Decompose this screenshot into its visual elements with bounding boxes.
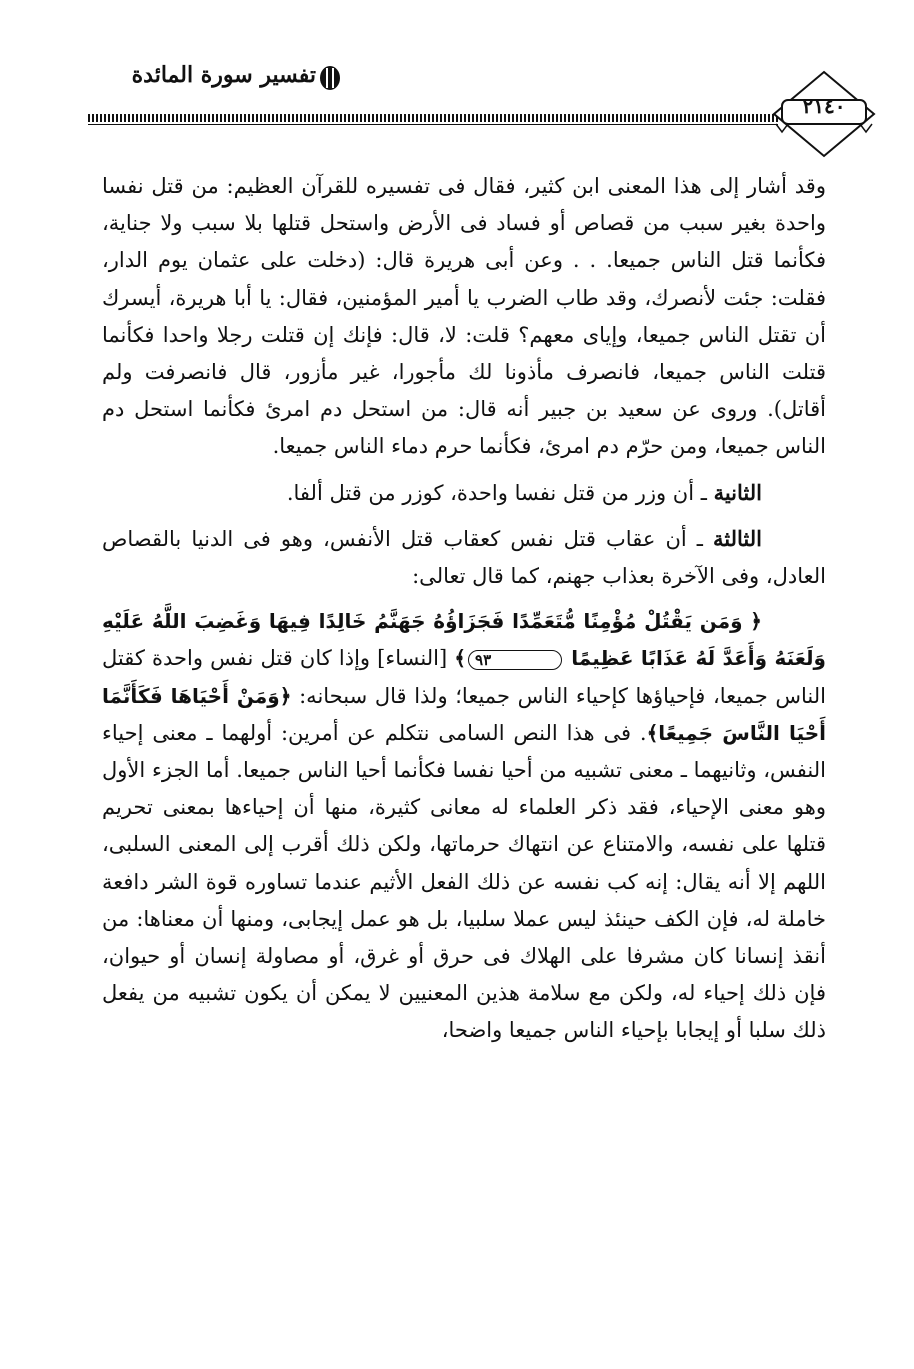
paragraph-4 <box>102 603 826 1049</box>
quran-verse-2: ﴿وَمَنْ أَحْيَاهَا فَكَأَنَّمَا أَحْيَا النَّاسَ جَمِيعًا﴾ <box>102 683 827 745</box>
paragraph-2-lead: الثانية <box>713 479 762 505</box>
verse-reference: [النساء] وإذا كان قتل نفس واحدة كقتل الناس جميعا، فإحياؤها كإحياء الناس جميعا؛ ولذا قال سبحانه: <box>102 646 826 708</box>
paragraph-4-text: . فى هذا النص السامى نتكلم عن أمرين: أولهما ـ معنى إحياء النفس، وثانيهما ـ معنى تشبيه من أحيا نفسا فكأنما أحيا الناس جميعا. أما الجزء الأول وهو معنى الإحياء، فقد ذكر العلماء له معانى كثيرة، منها أن إحياءها بمعنى تحريم قتلها على نفسه، والامتناع عن انتهاك حرماتها، ولكن ذلك أقرب إلى المعنى السلبى، اللهم إلا أنه يقال: إنه كب نفسه عن ذلك الفعل الأثيم عندما تساوره قوة الشر دافعة خاملة له، فإن الكف حينئذ ليس عملا سلبيا، بل هو عمل إيجابى، ومنها أن معناها: من أنقذ إنسانا كان مشرفا على الهلاك فى حرق أو غرق، أو مصاولة إنسان أو حيوان، فإن ذلك إحياء له، ولكن مع سلامة هذين المعنيين لا يمكن أن يكون تشبيه من يفعل ذلك سلبا أو إيجابا بإحياء الناس جميعا واضحا، <box>102 720 826 1043</box>
decorative-flower-icon <box>318 64 342 92</box>
quran-verse-1-close: ﴾ <box>454 646 467 671</box>
paragraph-3-lead: الثالثة <box>713 525 762 551</box>
quran-verse-1: ﴿ وَمَن يَقْتُلْ مُؤْمِنًا مُّتَعَمِّدًا فَجَزَاؤُهُ جَهَنَّمُ خَالِدًا فِيهَا وَغَضِبَ اللَّهُ عَلَيْهِ وَلَعَنَهُ وَأَعَدَّ لَهُ عَذَابًا عَظِيمًا <box>102 609 826 671</box>
paragraph-3 <box>102 520 826 595</box>
page-number: ٢١٤٠ <box>802 94 846 118</box>
header-rule-line <box>88 124 778 125</box>
header-rule <box>88 114 778 122</box>
page-title: تفسير سورة المائدة <box>131 62 316 88</box>
paragraph-2-text: ـ أن وزر من قتل نفسا واحدة، كوزر من قتل ألفا. <box>286 480 714 505</box>
paragraph-3-text: ـ أن عقاب قتل نفس كعقاب قتل الأنفس، وهو فى الدنيا بالقصاص العادل، وفى الآخرة بعذاب جهنم، كما قال تعالى: <box>102 526 826 589</box>
ayah-number: ٩٣ <box>468 650 562 670</box>
body-text <box>102 168 826 1050</box>
page-header <box>0 0 914 170</box>
paragraph-2 <box>102 474 826 512</box>
paragraph-1: وقد أشار إلى هذا المعنى ابن كثير، فقال فى تفسيره للقرآن العظيم: من قتل نفسا واحدة بغير سبب من قصاص أو فساد فى الأرض واستحل قتلها بلا سبب ولا جناية، فكأنما قتل الناس جميعا. . . وعن أبى هريرة قال: (دخلت على عثمان يوم الدار، فقلت: جئت لأنصرك، وقد طاب الضرب يا أمير المؤمنين، فقال: يا أبا هريرة، أيسرك أن تقتل الناس جميعا، وإياى معهم؟ قلت: لا، قال: فإنك إن قتلت رجلا واحدا فكأنما قتلت الناس جميعا، فانصرف مأذونا لك مأجورا، غير مأزور، قال فانصرفت ولم أقاتل). وروى عن سعيد بن جبير أنه قال: من استحل دم امرئ فكأنما استحل دم الناس جميعا، ومن حرّم دم امرئ، فكأنما حرم دماء الناس جميعا. <box>102 174 826 459</box>
